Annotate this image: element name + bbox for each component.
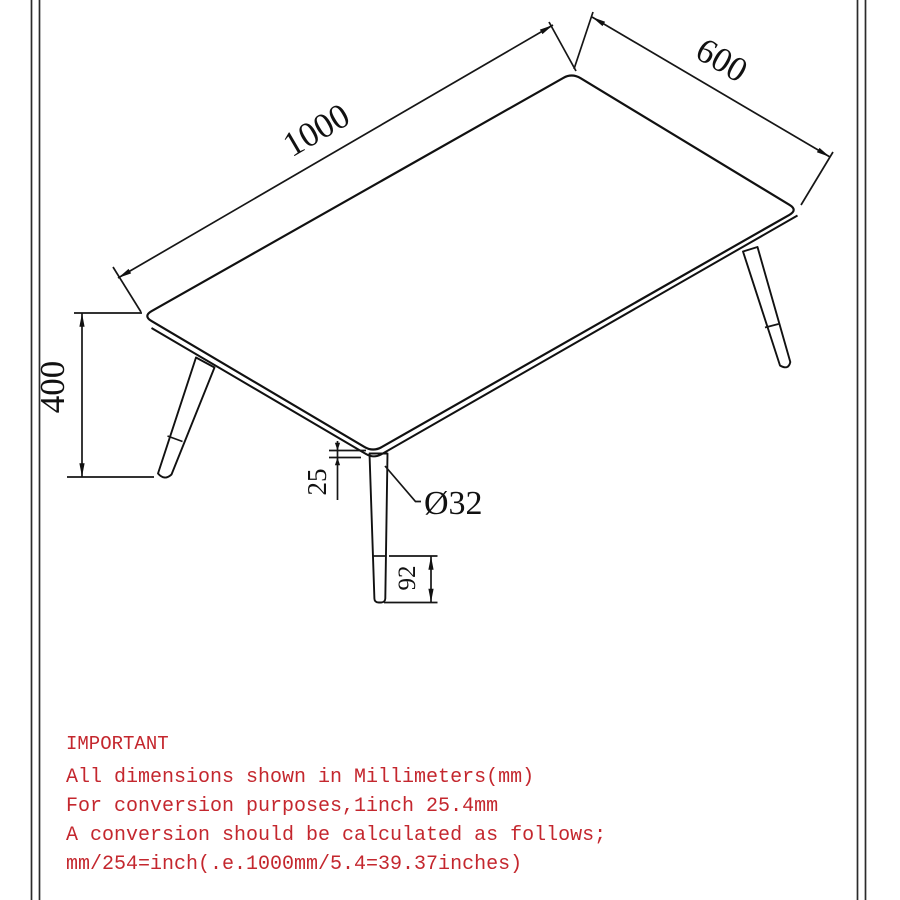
dim-92 <box>384 556 438 603</box>
note-line-2: For conversion purposes,1inch 25.4mm <box>66 795 499 818</box>
notes-block <box>66 733 606 876</box>
note-line-3: A conversion should be calculated as follows; <box>66 824 607 847</box>
dim-label-foot: 92 <box>394 565 421 591</box>
sheet-border-left <box>32 0 40 900</box>
dim-400 <box>33 313 154 477</box>
note-heading: IMPORTANT <box>66 733 169 755</box>
dim-leg-diameter <box>385 466 483 522</box>
dim-25 <box>302 441 366 500</box>
dim-label-depth: 600 <box>689 29 755 91</box>
table-leg-front <box>370 454 388 603</box>
tabletop-surface <box>147 76 793 450</box>
note-line-1: All dimensions shown in Millimeters(mm) <box>66 766 535 789</box>
dim-label-leg-diameter: Ø32 <box>424 485 483 522</box>
table-leg-left <box>158 358 215 478</box>
dim-label-height: 400 <box>33 360 72 414</box>
dim-label-thickness: 25 <box>302 468 332 496</box>
note-line-4: mm/254=inch(.e.1000mm/5.4=39.37inches) <box>66 853 523 876</box>
dim-label-length: 1000 <box>276 95 357 165</box>
sheet-border-right <box>858 0 866 900</box>
table-leg-right <box>743 247 790 367</box>
